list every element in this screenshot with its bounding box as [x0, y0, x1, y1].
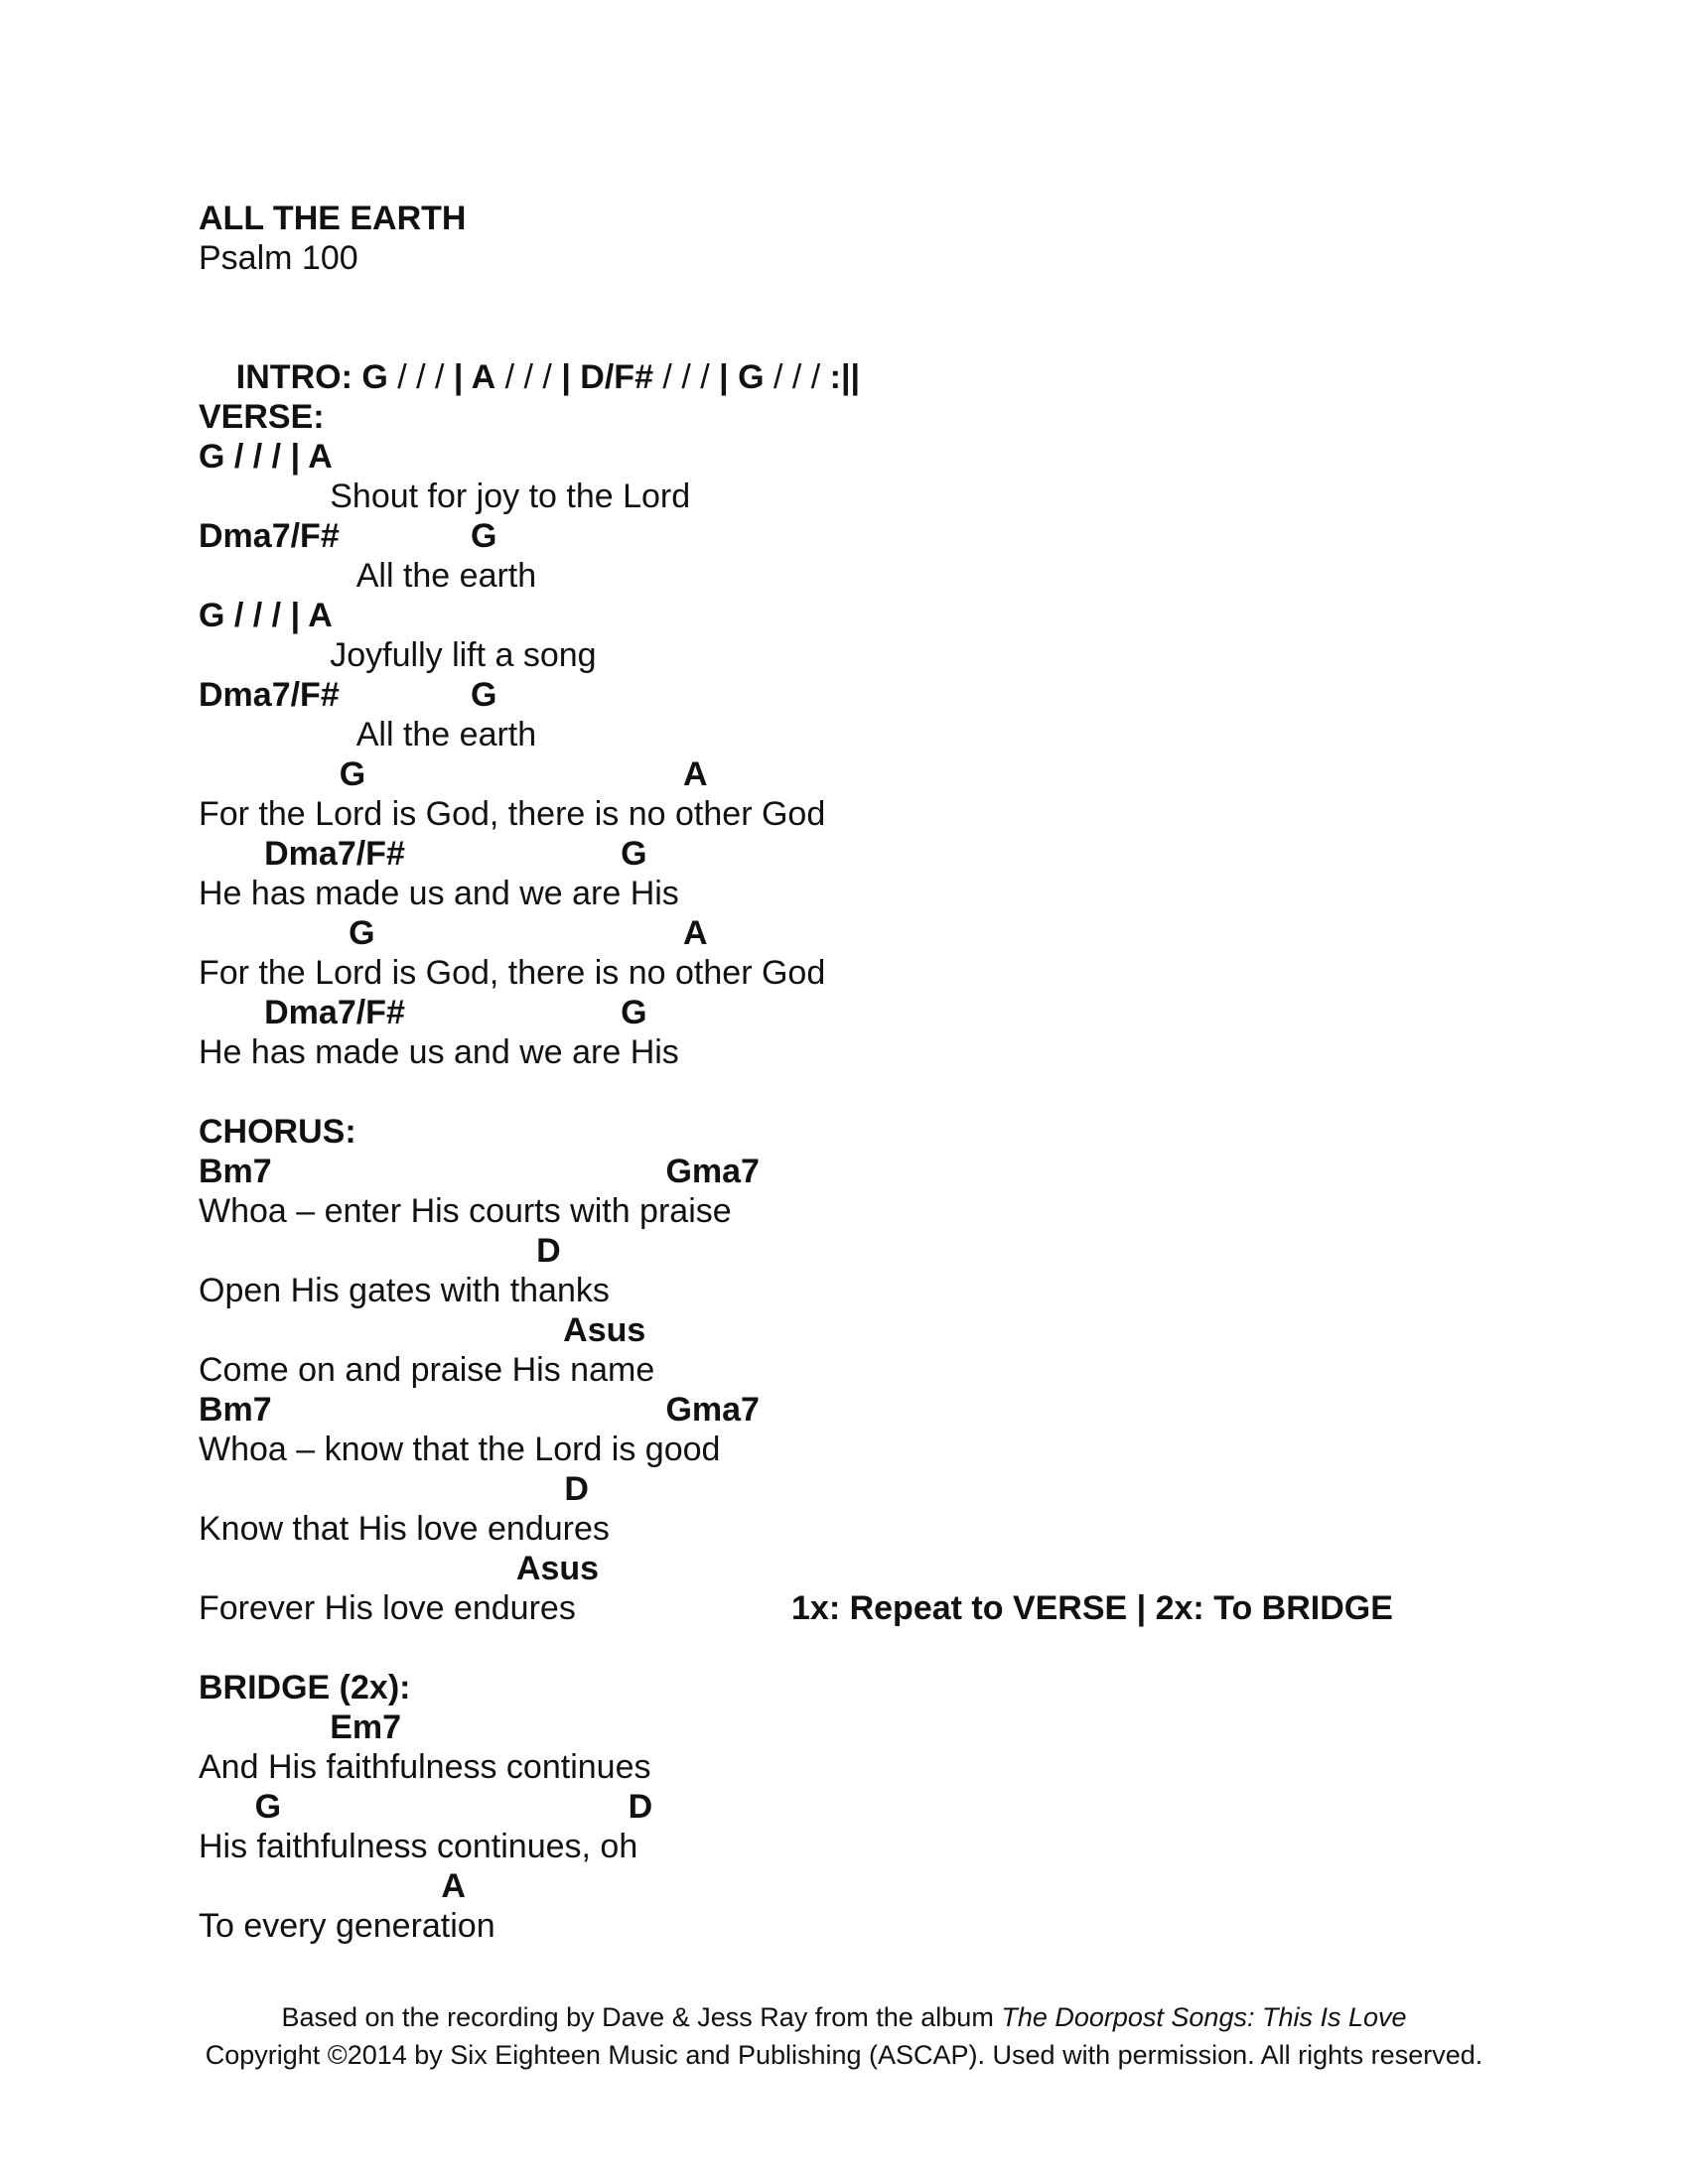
intro-chord: A — [471, 358, 496, 396]
lyric-line: Shout for joy to the Lord — [199, 478, 691, 515]
copyright-notice: Copyright ©2014 by Six Eighteen Music and Publishing (ASCAP). Used with permission. All rights reserved. — [205, 2040, 1483, 2070]
recording-credit — [0, 1998, 1688, 2036]
intro-chord: G — [738, 358, 765, 396]
album-title: The Doorpost Songs: This Is Love — [1001, 2002, 1407, 2032]
chord-line: G / / / | A — [199, 597, 333, 634]
lyric-line: Come on and praise His name — [199, 1351, 655, 1389]
chord-line: Em7 — [199, 1708, 402, 1746]
lyric-line: For the Lord is God, there is no other God — [199, 954, 826, 992]
chorus-header: CHORUS: — [199, 1113, 356, 1151]
intro-slashes: / / / — [652, 358, 710, 396]
lyric-line: For the Lord is God, there is no other God — [199, 795, 826, 833]
chord-line: Dma7/F# G — [199, 994, 647, 1031]
chord-line: G D — [199, 1788, 653, 1826]
intro-slashes: / / / — [495, 358, 552, 396]
chord-line: Dma7/F# G — [199, 676, 497, 714]
chord-line: D — [199, 1470, 589, 1508]
intro-bar-separator: | — [551, 358, 581, 396]
chord-line: Dma7/F# G — [199, 517, 497, 555]
chord-line: D — [199, 1232, 561, 1270]
lyric-line: He has made us and we are His — [199, 875, 679, 912]
chord-line: G A — [199, 755, 708, 793]
repeat-instruction: 1x: Repeat to VERSE | 2x: To BRIDGE — [791, 1589, 1393, 1627]
intro-repeat-sign: :|| — [820, 358, 861, 396]
intro-slashes: / / / — [387, 358, 445, 396]
chord-line: G / / / | A — [199, 438, 333, 476]
chord-line: Dma7/F# G — [199, 835, 647, 873]
chord-line: Asus — [199, 1550, 600, 1587]
chord-line: Bm7 Gma7 — [199, 1391, 760, 1429]
lyric-line: All the earth — [199, 557, 537, 595]
lyric-line: To every generation — [199, 1907, 495, 1945]
lyric-line: And His faithfulness continues — [199, 1748, 651, 1786]
lyric-line: Whoa – enter His courts with praise — [199, 1192, 732, 1230]
song-subtitle: Psalm 100 — [199, 239, 358, 277]
recording-credit-text: Based on the recording by Dave & Jess Ray from the album — [281, 2002, 1002, 2032]
intro-bar-separator: | — [444, 358, 472, 396]
lyric-line: Forever His love endures — [199, 1589, 576, 1627]
chord-line: G A — [199, 914, 708, 952]
chord-line: A — [199, 1867, 466, 1905]
lyric-line: Joyfully lift a song — [199, 636, 597, 674]
lyric-line: All the earth — [199, 716, 537, 753]
verse-header: VERSE: — [199, 398, 325, 436]
intro-chord: G — [361, 358, 388, 396]
intro-slashes: / / / — [764, 358, 821, 396]
intro-bar-separator: | — [709, 358, 739, 396]
intro-label: INTRO: — [235, 358, 352, 396]
lyric-line: Open His gates with thanks — [199, 1272, 610, 1309]
lyric-line: He has made us and we are His — [199, 1033, 679, 1071]
chord-line: Asus — [199, 1311, 646, 1349]
lyric-line: His faithfulness continues, oh — [199, 1828, 638, 1865]
song-title: ALL THE EARTH — [199, 200, 467, 237]
bridge-header: BRIDGE (2x): — [199, 1669, 411, 1706]
lyric-line: Whoa – know that the Lord is good — [199, 1431, 721, 1468]
lyric-line: Know that His love endures — [199, 1510, 610, 1548]
intro-chord: D/F# — [580, 358, 653, 396]
chord-line: Bm7 Gma7 — [199, 1153, 760, 1190]
